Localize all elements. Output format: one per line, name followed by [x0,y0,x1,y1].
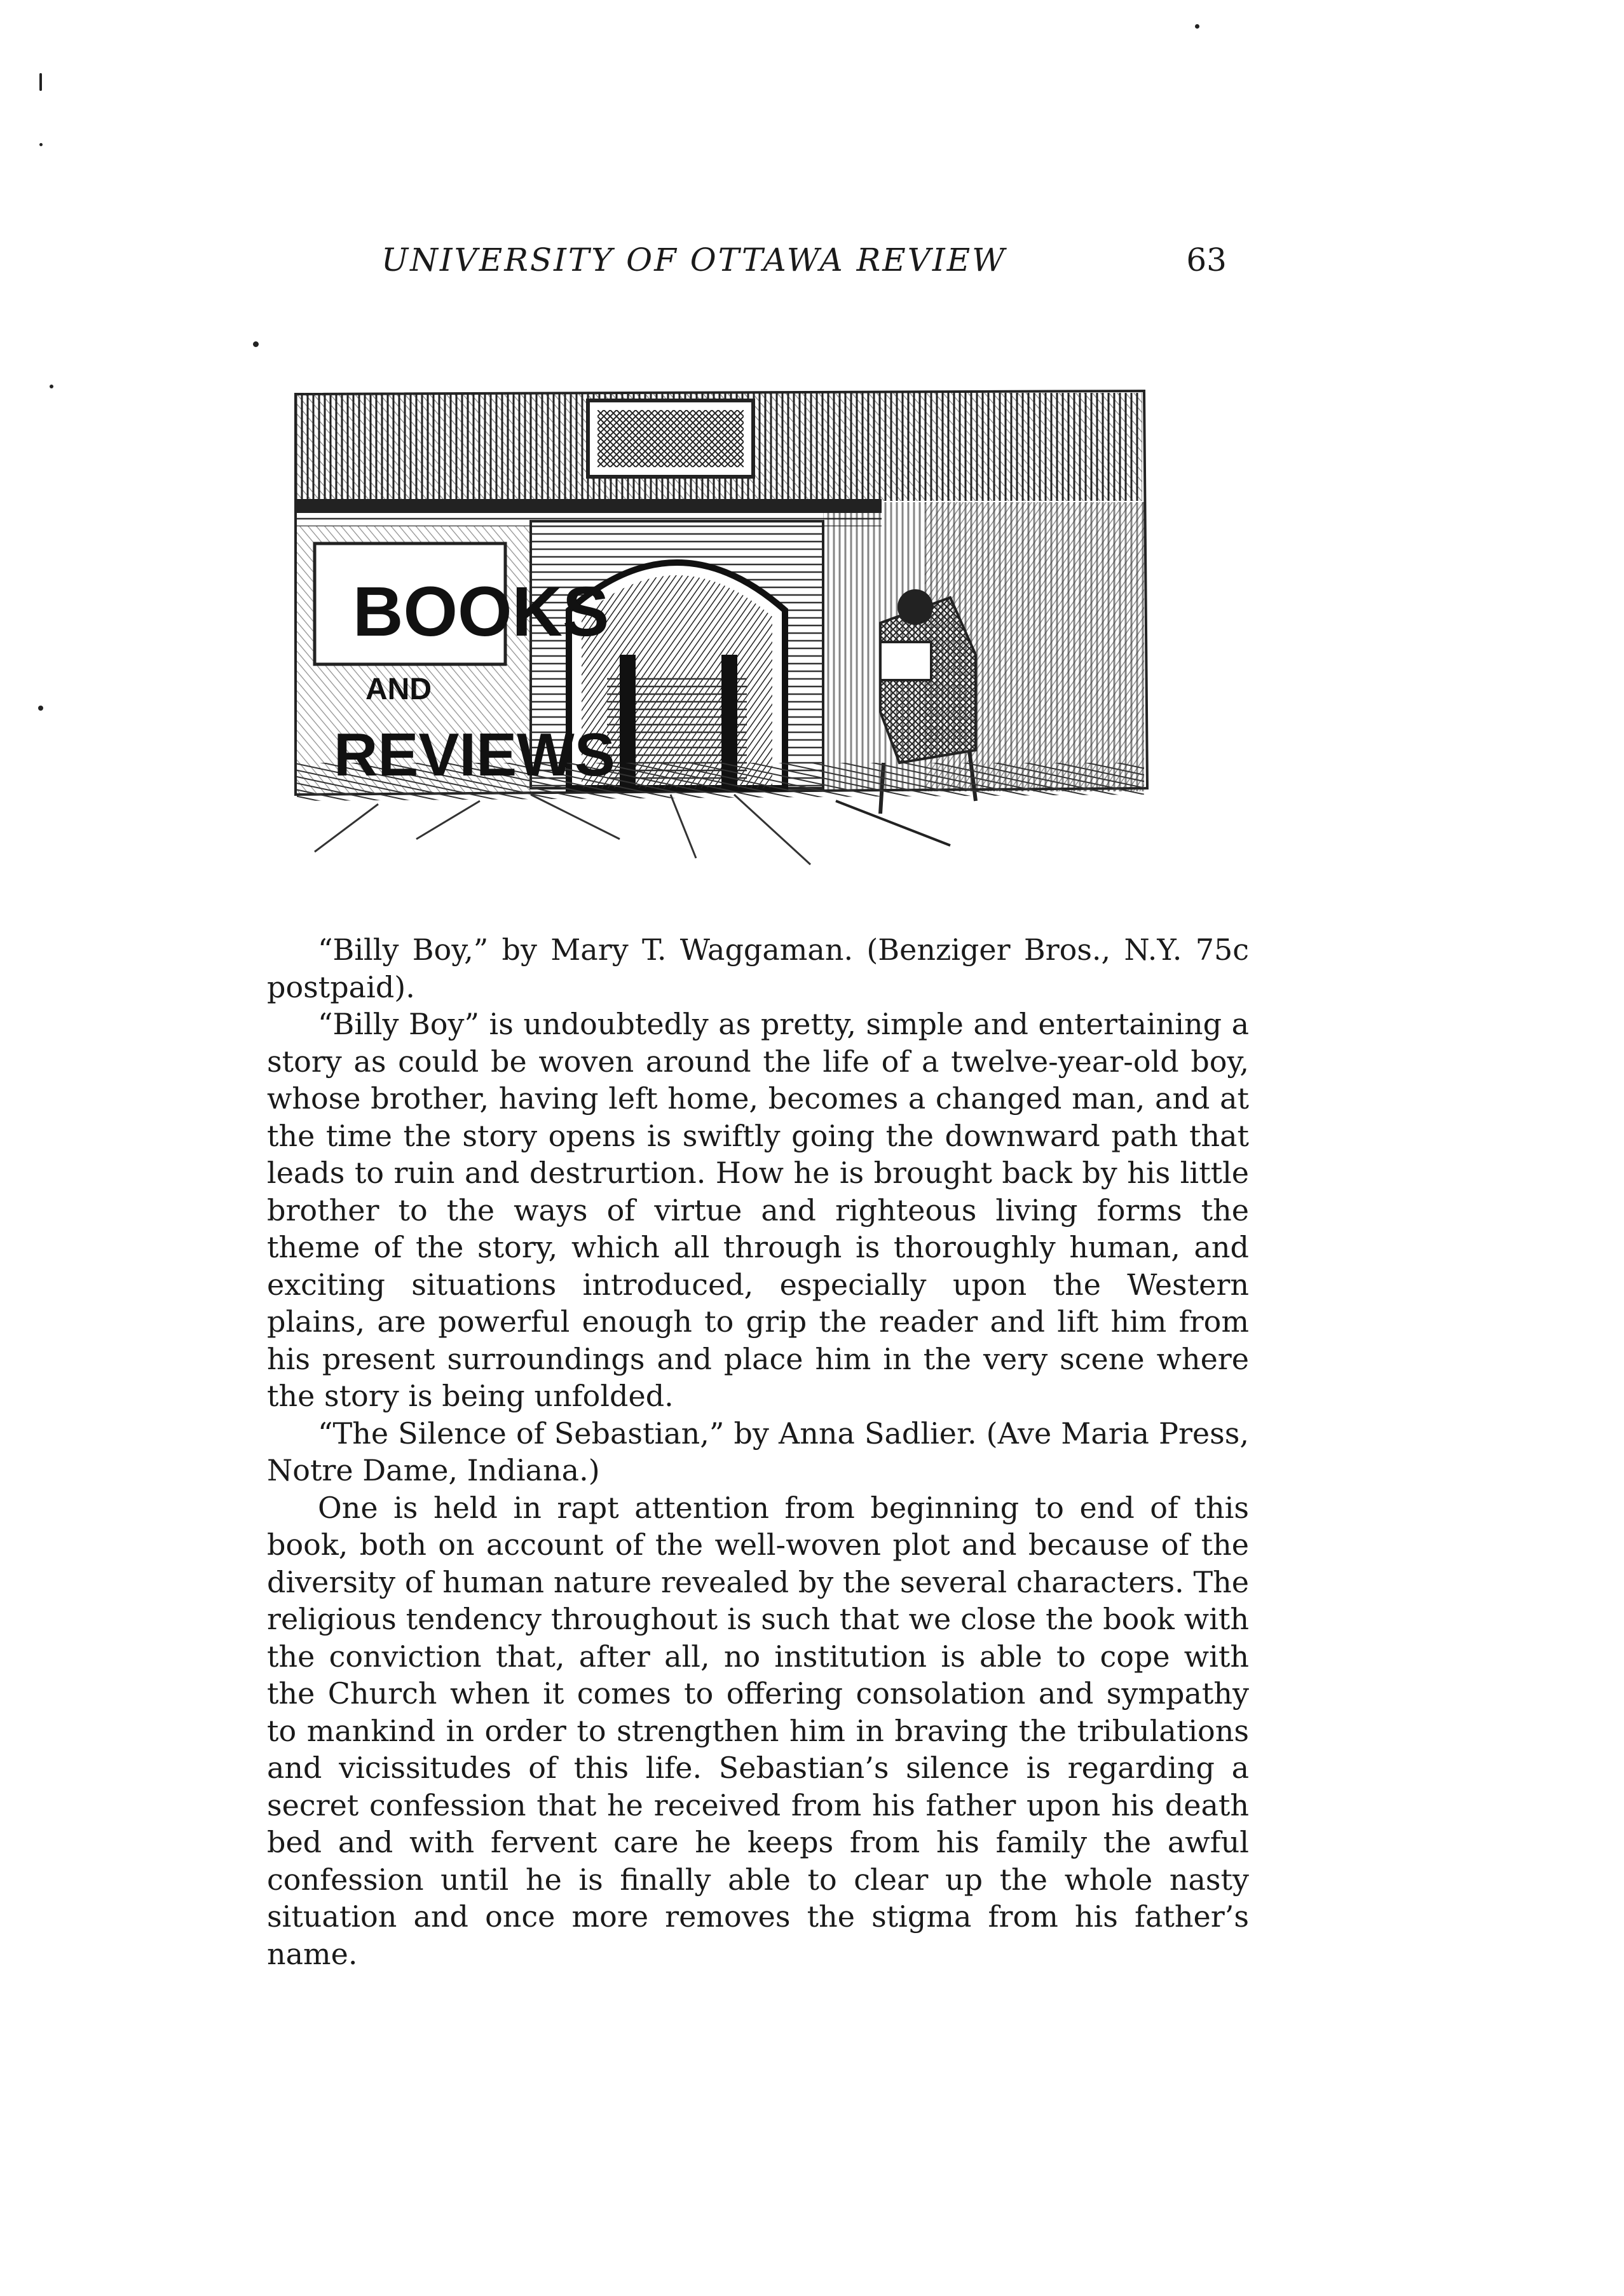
speck [38,706,43,711]
running-title: UNIVERSITY OF OTTAWA REVIEW [381,242,1007,278]
review-citation-billy-boy: “Billy Boy,” by Mary T. Waggaman. (Benziger Bros., N.Y. 75c postpaid). [267,933,1249,1004]
speck [50,385,53,388]
review-body-silence-of-sebastian: One is held in rapt attention from beginning to end of this book, both on account of the well-woven plot and because of the diversity of human nature revealed by the several characters. The religious tendency throughout is such that we close the book with the conviction that, after all, no institution is able to cope with the Church when it comes to offering consolation and sympathy to mankind in order to strengthen him in braving the tribulations and vicissitudes of this life. Sebastian’s silence is regarding a secret confession that he received from his father upon his death bed and with fervent care he keeps from his family the awful confession until he is finally able to clear up the whole nasty situation and once more removes the stigma from his father’s name. [267,1490,1249,1971]
page-number: 63 [1186,242,1227,278]
review-citation-silence-of-sebastian: “The Silence of Sebastian,” by Anna Sadlier. (Ave Maria Press, Notre Dame, Indiana.) [267,1416,1249,1487]
sign-books-text: BOOKS [353,573,610,651]
illustration-engraving [289,356,1154,903]
article-body [267,931,1249,1972]
review-body-billy-boy: “Billy Boy” is undoubtedly as pretty, simple and entertaining a story as could be woven around the life of a twelve-year-old boy, whose brother, having left home, becomes a changed man, and at the time the story opens is swiftly going the downward path that leads to ruin and destrurtion. How he is brought back by his little brother to the ways of virtue and righteous living forms the theme of the story, which all through is thoroughly human, and exciting situations introduced, especially upon the Western plains, are powerful enough to grip the reader and lift him from his present surroundings and place him in the very scene where the story is being unfolded. [267,1007,1249,1413]
sign-reviews-text: REVIEWS [334,721,615,789]
speck [39,73,42,91]
speck [39,143,43,146]
page-header [381,242,1227,286]
speck [253,341,259,347]
speck [1195,24,1199,29]
books-and-reviews-illustration [289,356,1154,903]
sign-and-text: AND [365,673,432,706]
